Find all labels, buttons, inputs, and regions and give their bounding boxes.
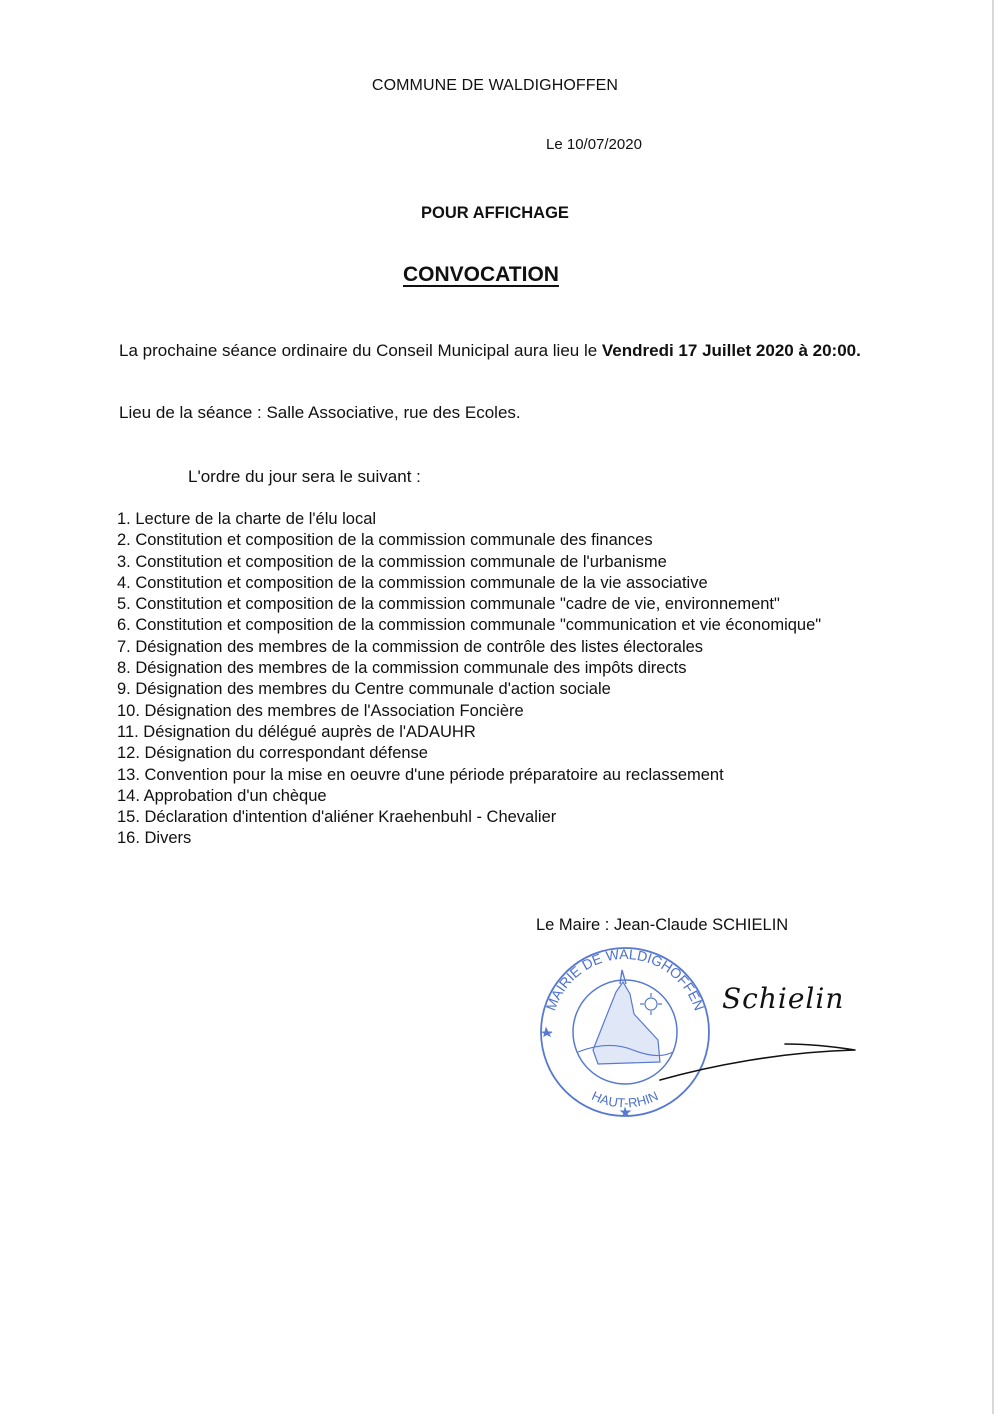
agenda-item: 6. Constitution et composition de la commission communale "communication et vie économique": [117, 616, 822, 635]
agenda-item: 2. Constitution et composition de la commission communale des finances: [117, 531, 653, 550]
agenda-item: 3. Constitution et composition de la commission communale de l'urbanisme: [117, 552, 667, 571]
meeting-location: Lieu de la séance : Salle Associative, rue des Ecoles.: [119, 403, 521, 422]
agenda-item: 16. Divers: [117, 829, 192, 848]
agenda-list: [117, 509, 897, 850]
agenda-item: 13. Convention pour la mise en oeuvre d'une période préparatoire au reclassement: [117, 765, 724, 784]
agenda-item: 15. Déclaration d'intention d'aliéner Kraehenbuhl - Chevalier: [117, 808, 557, 827]
intro-text: La prochaine séance ordinaire du Conseil Municipal aura lieu le: [119, 341, 602, 360]
agenda-item: 5. Constitution et composition de la commission communale "cadre de vie, environnement": [117, 595, 780, 614]
agenda-item: 8. Désignation des membres de la commission communale des impôts directs: [117, 659, 687, 678]
agenda-item: 12. Désignation du correspondant défense: [117, 744, 428, 763]
stamp-top-text: MAIRIE DE WALDIGHOFFEN: [542, 945, 708, 1013]
agenda-intro: L'ordre du jour sera le suivant :: [188, 467, 421, 486]
posting-notice: POUR AFFICHAGE: [421, 204, 569, 222]
signature-text: Schielin: [722, 982, 845, 1015]
stamp-star-left-icon: [542, 1028, 552, 1036]
agenda-item: 9. Désignation des membres du Centre communale d'action sociale: [117, 680, 611, 699]
meeting-datetime: Vendredi 17 Juillet 2020 à 20:00.: [601, 341, 861, 360]
agenda-item: 4. Constitution et composition de la commission communale de la vie associative: [117, 573, 708, 592]
agenda-item: 7. Désignation des membres de la commission de contrôle des listes électorales: [117, 637, 704, 656]
signature-flourish: [640, 1010, 860, 1090]
scan-edge-line: [992, 0, 994, 1414]
meeting-intro: [119, 340, 909, 362]
agenda-item: 14. Approbation d'un chèque: [117, 786, 327, 805]
agenda-item: 11. Désignation du délégué auprès de l'ADAUHR: [117, 722, 476, 741]
stamp-bottom-text: HAUT-RHIN: [589, 1088, 661, 1111]
document-date: Le 10/07/2020: [546, 136, 642, 153]
document-title: CONVOCATION: [403, 263, 559, 286]
signatory-line: Le Maire : Jean-Claude SCHIELIN: [536, 916, 789, 934]
agenda-item: 10. Désignation des membres de l'Association Foncière: [117, 701, 524, 720]
agenda-item: 1. Lecture de la charte de l'élu local: [117, 510, 377, 528]
commune-header: COMMUNE DE WALDIGHOFFEN: [371, 77, 619, 94]
